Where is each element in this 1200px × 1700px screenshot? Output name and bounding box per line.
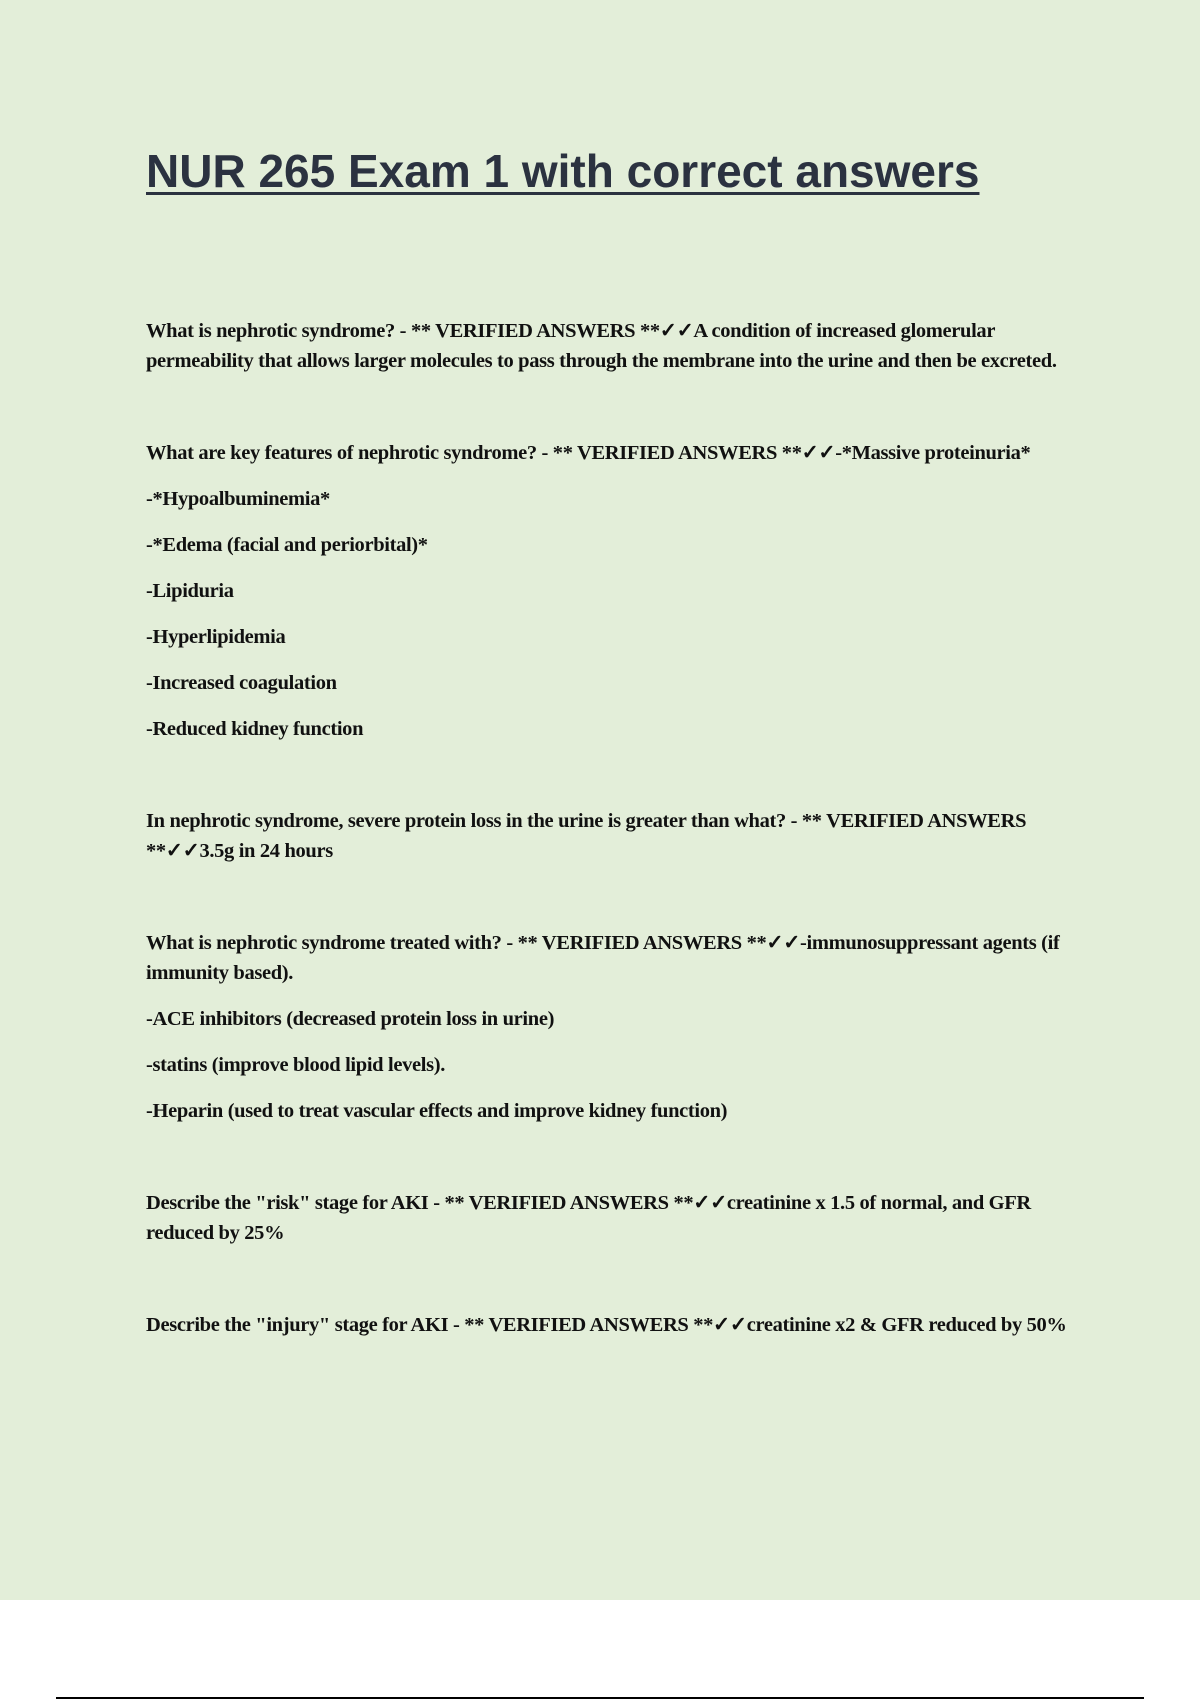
qa-item-2 bbox=[146, 438, 1086, 744]
answer-list-item: -*Edema (facial and periorbital)* bbox=[146, 534, 428, 556]
qa-item-6 bbox=[146, 1310, 1086, 1340]
footer-divider bbox=[56, 1697, 1144, 1699]
qa-question-answer: Describe the "injury" stage for AKI - ** VERIFIED ANSWERS **✓✓creatinine x2 & GFR reduced by 50% bbox=[146, 1314, 1067, 1336]
answer-list-item: -ACE inhibitors (decreased protein loss in urine) bbox=[146, 1008, 555, 1030]
answer-list-item: -Hyperlipidemia bbox=[146, 626, 286, 648]
qa-item-5 bbox=[146, 1188, 1086, 1248]
answer-list-item: -statins (improve blood lipid levels). bbox=[146, 1054, 445, 1076]
answer-list-item: -Increased coagulation bbox=[146, 672, 337, 694]
qa-question-answer: What are key features of nephrotic syndrome? - ** VERIFIED ANSWERS **✓✓-*Massive proteinuria* bbox=[146, 442, 1031, 464]
qa-content bbox=[146, 316, 1086, 1402]
qa-item-1 bbox=[146, 316, 1086, 376]
qa-question-answer: What is nephrotic syndrome treated with? - ** VERIFIED ANSWERS **✓✓-immunosuppressant agents (if immunity based). bbox=[146, 932, 1060, 984]
answer-list-item: -Lipiduria bbox=[146, 580, 234, 602]
qa-question-answer: In nephrotic syndrome, severe protein loss in the urine is greater than what? - ** VERIFIED ANSWERS **✓✓3.5g in 24 hours bbox=[146, 810, 1027, 862]
qa-item-3 bbox=[146, 806, 1086, 866]
answer-list-item: -*Hypoalbuminemia* bbox=[146, 488, 330, 510]
qa-question-answer: What is nephrotic syndrome? - ** VERIFIED ANSWERS **✓✓A condition of increased glomerular permeability that allows larger molecules to pass through the membrane into the urine and then be excreted. bbox=[146, 320, 1057, 372]
qa-question-answer: Describe the "risk" stage for AKI - ** VERIFIED ANSWERS **✓✓creatinine x 1.5 of normal, and GFR reduced by 25% bbox=[146, 1192, 1031, 1244]
document-title: NUR 265 Exam 1 with correct answers bbox=[146, 145, 980, 197]
answer-list-item: -Reduced kidney function bbox=[146, 718, 364, 740]
qa-item-4 bbox=[146, 928, 1086, 1126]
answer-list-item: -Heparin (used to treat vascular effects and improve kidney function) bbox=[146, 1100, 728, 1122]
